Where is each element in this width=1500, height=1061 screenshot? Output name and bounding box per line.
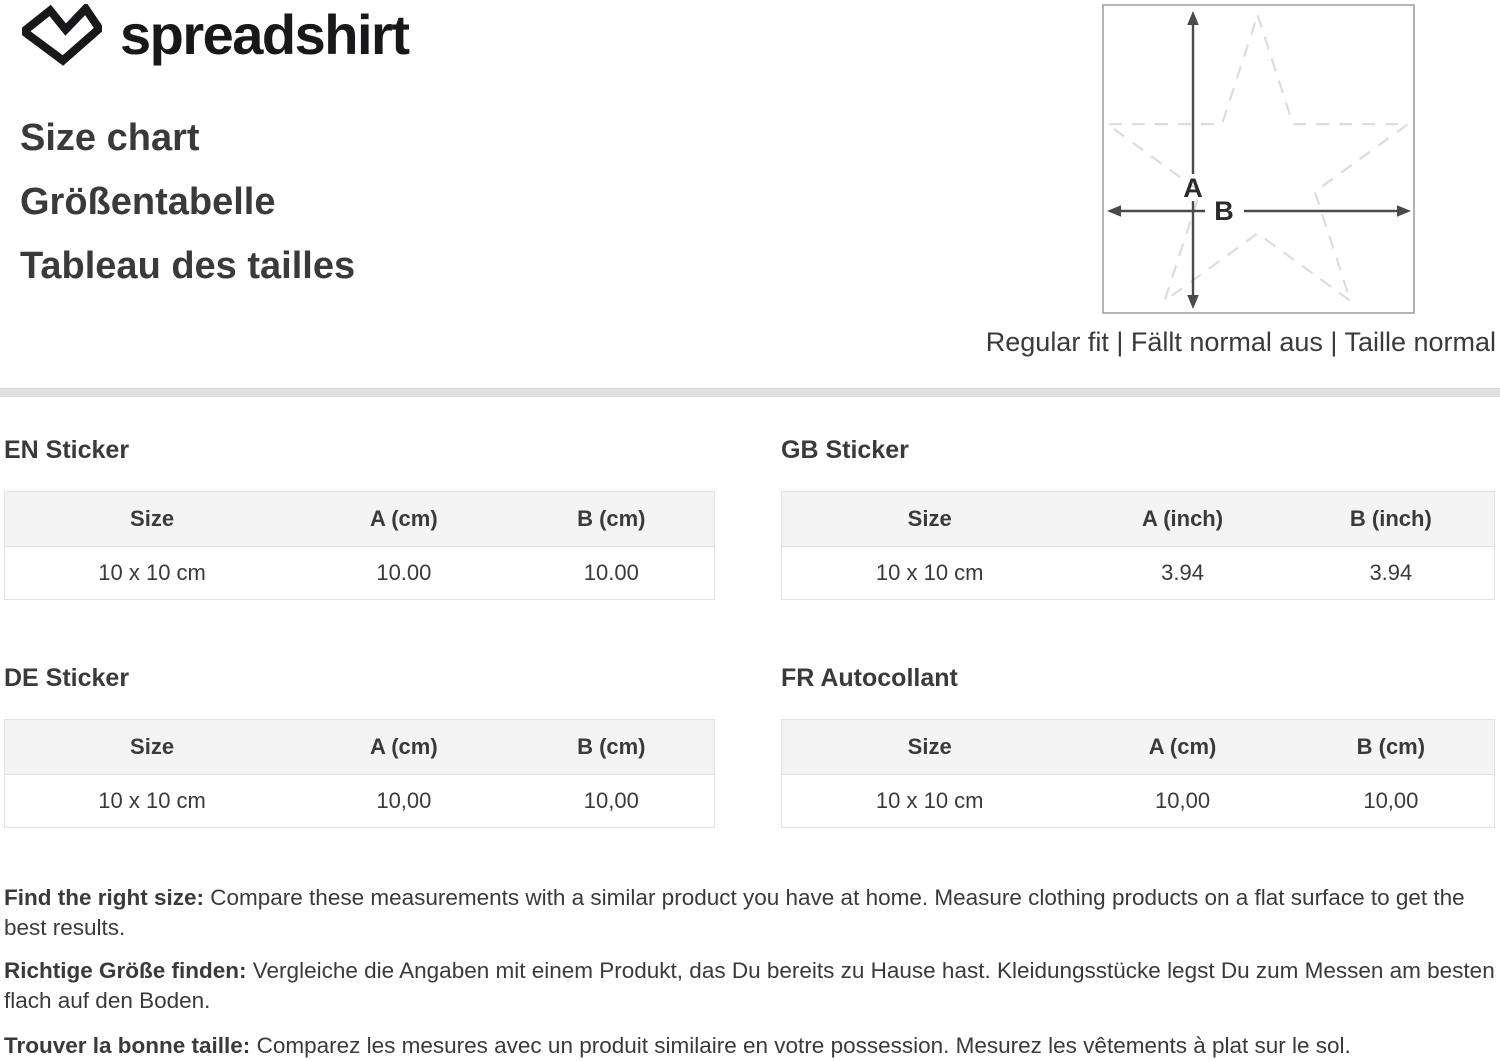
section-gb-sticker — [781, 436, 1495, 600]
fit-caption: Regular fit | Fällt normal aus | Taille normal — [985, 327, 1496, 357]
spreadshirt-heart-icon — [22, 4, 102, 66]
table-header-row — [782, 492, 1495, 547]
col-header-size: Size — [782, 492, 1078, 547]
note-text: Compare these measurements with a similar product you have at home. Measure clothing products on a flat surface to get the best results. — [4, 885, 1465, 940]
note-richtige-groesse — [4, 956, 1496, 1016]
col-header-a: A (cm) — [1077, 720, 1287, 775]
cell-a: 10,00 — [1155, 788, 1211, 813]
label-b: B — [1214, 196, 1234, 226]
star-measurement-illustration — [1102, 4, 1415, 314]
size-table-de — [4, 719, 715, 828]
col-header-a: A (cm) — [299, 720, 508, 775]
note-lead: Find the right size: — [4, 885, 204, 910]
cell-size: 10 x 10 cm — [98, 560, 206, 585]
note-text: Comparez les mesures avec un produit similaire en votre possession. Mesurez les vêtements à plat sur le sol. — [256, 1033, 1351, 1058]
section-de-sticker — [4, 664, 715, 828]
section-title: DE Sticker — [4, 664, 130, 692]
size-table-en — [4, 491, 715, 600]
cell-size: 10 x 10 cm — [98, 788, 206, 813]
table-row — [5, 547, 715, 600]
table-row — [782, 547, 1495, 600]
cell-a: 10.00 — [376, 560, 432, 585]
cell-b: 10,00 — [583, 788, 639, 813]
cell-size: 10 x 10 cm — [875, 788, 984, 813]
col-header-size: Size — [5, 720, 300, 775]
section-fr-autocollant — [781, 664, 1495, 828]
page-title-en: Size chart — [20, 117, 200, 159]
table-header-row — [782, 720, 1495, 775]
col-header-size: Size — [782, 720, 1078, 775]
note-text: Vergleiche die Angaben mit einem Produkt, das Du bereits zu Hause hast. Kleidungsstücke legst Du zum Messen am besten flach auf den Boden. — [4, 958, 1495, 1013]
cell-b: 3.94 — [1369, 560, 1413, 585]
table-header-row — [5, 492, 715, 547]
section-en-sticker — [4, 436, 715, 600]
section-title: GB Sticker — [781, 436, 909, 464]
cell-size: 10 x 10 cm — [875, 560, 984, 585]
table-header-row — [5, 720, 715, 775]
page-title-de: Größentabelle — [20, 181, 276, 223]
logo-brand-text: spreadshirt — [120, 3, 409, 66]
page-title-fr: Tableau des tailles — [20, 245, 356, 287]
col-header-b: B (cm) — [509, 720, 715, 775]
measurement-diagram — [1102, 4, 1415, 314]
note-find-right-size — [4, 883, 1496, 943]
cell-b: 10.00 — [583, 560, 639, 585]
cell-a: 3.94 — [1161, 560, 1204, 585]
col-header-size: Size — [5, 492, 300, 547]
table-row — [782, 775, 1495, 828]
note-lead: Richtige Größe finden: — [4, 958, 247, 983]
col-header-a: A (cm) — [299, 492, 508, 547]
cell-b: 10,00 — [1363, 788, 1419, 813]
size-table-fr — [781, 719, 1495, 828]
size-table-gb — [781, 491, 1495, 600]
diagram-box — [1103, 5, 1414, 313]
col-header-a: A (inch) — [1077, 492, 1287, 547]
section-title: EN Sticker — [4, 436, 130, 464]
spreadshirt-logo — [22, 4, 409, 66]
table-row — [5, 775, 715, 828]
note-trouver-taille — [4, 1031, 1496, 1061]
section-divider — [0, 388, 1500, 397]
col-header-b: B (cm) — [509, 492, 715, 547]
section-title: FR Autocollant — [781, 664, 958, 692]
cell-a: 10,00 — [376, 788, 432, 813]
col-header-b: B (cm) — [1288, 720, 1495, 775]
note-lead: Trouver la bonne taille: — [4, 1033, 251, 1058]
page-titles — [20, 106, 355, 298]
col-header-b: B (inch) — [1288, 492, 1495, 547]
label-a: A — [1183, 173, 1203, 203]
